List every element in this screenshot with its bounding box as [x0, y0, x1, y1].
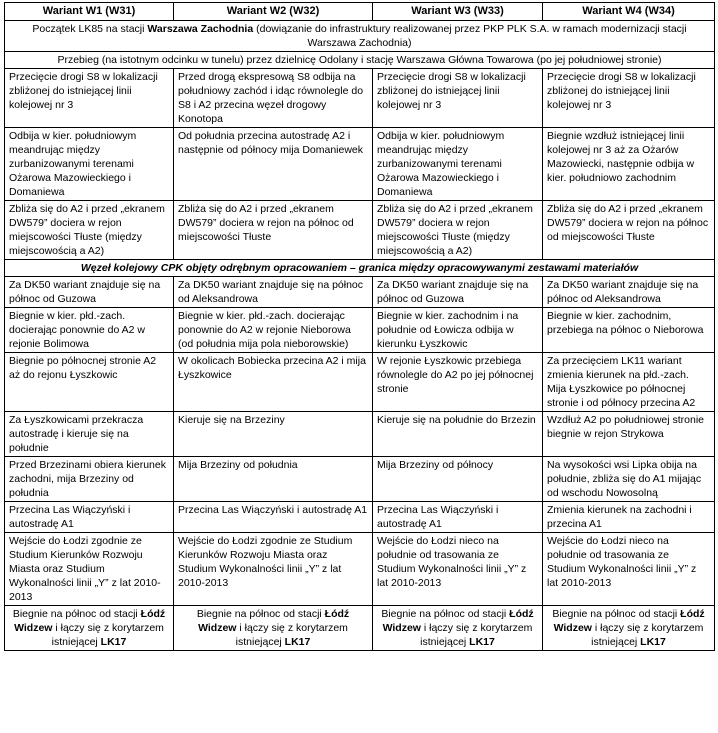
cell-w4: Biegnie wzdłuż istniejącej linii kolejowej nr 3 aż za Ożarów Mazowiecki, następnie odbija w kier. południowo zachodnim	[543, 128, 715, 201]
cell-w3: Zbliża się do A2 i przed „ekranem DW579” dociera w rejon miejscowości Tłuste (między miejscowością a A2)	[373, 201, 543, 260]
end-station: Łódź Widzew	[198, 608, 350, 634]
cell-w3: Biegnie w kier. zachodnim i na południe od Łowicza odbija w kierunku Łyszkowic	[373, 308, 543, 353]
end-station: Łódź Widzew	[382, 608, 534, 634]
cell-w2: Zbliża się do A2 i przed „ekranem DW579” dociera w rejon na północ od miejscowości Tłuste	[174, 201, 373, 260]
end-row	[5, 606, 715, 651]
divider-cell: Węzeł kolejowy CPK objęty odrębnym opracowaniem – granica między opracowywanymi zestawami materiałów	[5, 260, 715, 277]
variants-table	[4, 2, 715, 651]
tunnel-row	[5, 52, 715, 69]
cell-w1: Przecina Las Wiączyński i autostradę A1	[5, 502, 174, 533]
cell-w2: Mija Brzeziny od południa	[174, 457, 373, 502]
cell-w1: Przed Brzezinami obiera kierunek zachodni, mija Brzeziny od południa	[5, 457, 174, 502]
cell-w1: Biegnie po północnej stronie A2 aż do rejonu Łyszkowic	[5, 353, 174, 412]
cell-w3: Przecina Las Wiączyński i autostradę A1	[373, 502, 543, 533]
cell-w3: Odbija w kier. południowym meandrując między zurbanizowanymi terenami Ożarowa Mazowieckiego i Domaniewa	[373, 128, 543, 201]
end-station: Łódź Widzew	[14, 608, 166, 634]
table-row	[5, 502, 715, 533]
table-row	[5, 277, 715, 308]
cell-w3: Mija Brzeziny od północy	[373, 457, 543, 502]
tunnel-cell: Przebieg (na istotnym odcinku w tunelu) przez dzielnicę Odolany i stację Warszawa Główna Towarowa (po jej południowej stronie)	[5, 52, 715, 69]
cell-w4	[543, 606, 715, 651]
end-station: Łódź Widzew	[553, 608, 705, 634]
cell-w4: Przecięcie drogi S8 w lokalizacji zbliżonej do istniejącej linii kolejowej nr 3	[543, 69, 715, 128]
cell-w3: Kieruje się na południe do Brzezin	[373, 412, 543, 457]
end-text-pre: Biegnie na północ od stacji	[552, 608, 681, 620]
cell-w4: Za DK50 wariant znajduje się na północ od Aleksandrowa	[543, 277, 715, 308]
divider-row	[5, 260, 715, 277]
table-row	[5, 201, 715, 260]
cell-w2: Przecina Las Wiączyński i autostradę A1	[174, 502, 373, 533]
end-line: LK17	[284, 636, 311, 648]
end-text-pre: Biegnie na północ od stacji	[12, 608, 141, 620]
end-text-mid: i łączy się z korytarzem istniejącej	[591, 622, 704, 648]
table-row	[5, 457, 715, 502]
cell-w2: Biegnie w kier. płd.-zach. docierając ponownie do A2 w rejonie Nieborowa (od południa mija pola nieborowskie)	[174, 308, 373, 353]
cell-w2	[174, 606, 373, 651]
cell-w3: Przecięcie drogi S8 w lokalizacji zbliżonej do istniejącej linii kolejowej nr 3	[373, 69, 543, 128]
cell-w4: Zmienia kierunek na zachodni i przecina A1	[543, 502, 715, 533]
cell-w1: Wejście do Łodzi zgodnie ze Studium Kierunków Rozwoju Miasta oraz Studium Wykonalności linii „Y” z lat 2010-2013	[5, 533, 174, 606]
cell-w4: Biegnie w kier. zachodnim, przebiega na północ o Nieborowa	[543, 308, 715, 353]
start-text-pre: Początek LK85 na stacji	[32, 23, 148, 35]
cell-w2: Przed drogą ekspresową S8 odbija na południowy zachód i idąc równolegle do S8 i A2 przecina węzeł drogowy Konotopa	[174, 69, 373, 128]
cell-w4: Zbliża się do A2 i przed „ekranem DW579” dociera w rejon na północ od miejscowości Tłuste	[543, 201, 715, 260]
header-row	[5, 3, 715, 21]
header-w4: Wariant W4 (W34)	[543, 3, 715, 21]
cell-w4: Za przecięciem LK11 wariant zmienia kierunek na płd.-zach. Mija Łyszkowice po północnej stronie i od północy przecina A2	[543, 353, 715, 412]
cell-w1: Za Łyszkowicami przekracza autostradę i kieruje się na południe	[5, 412, 174, 457]
end-text-mid: i łączy się z korytarzem istniejącej	[235, 622, 348, 648]
start-station: Warszawa Zachodnia	[147, 23, 254, 35]
cell-w2: Wejście do Łodzi zgodnie ze Studium Kierunków Rozwoju Miasta oraz Studium Wykonalności linii „Y” z lat 2010-2013	[174, 533, 373, 606]
cell-w2: Od południa przecina autostradę A2 i następnie od północy mija Domaniewek	[174, 128, 373, 201]
start-row	[5, 21, 715, 52]
cell-w1: Biegnie w kier. płd.-zach. docierając ponownie do A2 w rejonie Bolimowa	[5, 308, 174, 353]
start-text-post: (dowiązanie do infrastruktury realizowanej przez PKP PLK S.A. w ramach modernizacji stacji Warszawa Zachodnia)	[253, 23, 687, 49]
cell-w4: Wejście do Łodzi nieco na południe od trasowania ze Studium Wykonalności linii „Y” z lat 2010-2013	[543, 533, 715, 606]
header-w3: Wariant W3 (W33)	[373, 3, 543, 21]
cell-w4: Wzdłuż A2 po południowej stronie biegnie w rejon Strykowa	[543, 412, 715, 457]
cell-w3: Wejście do Łodzi nieco na południe od trasowania ze Studium Wykonalności linii „Y” z lat 2010-2013	[373, 533, 543, 606]
cell-w1: Zbliża się do A2 i przed „ekranem DW579” dociera w rejon miejscowości Tłuste (między miejscowością a A2)	[5, 201, 174, 260]
end-line: LK17	[640, 636, 666, 648]
end-text-pre: Biegnie na północ od stacji	[381, 608, 510, 620]
cell-w1: Za DK50 wariant znajduje się na północ od Guzowa	[5, 277, 174, 308]
header-w1: Wariant W1 (W31)	[5, 3, 174, 21]
cell-w2: Kieruje się na Brzeziny	[174, 412, 373, 457]
cell-w2: Za DK50 wariant znajduje się na północ od Aleksandrowa	[174, 277, 373, 308]
cell-w4: Na wysokości wsi Lipka obija na południe, zbliża się do A1 mijając od wschodu Nowosolną	[543, 457, 715, 502]
cell-w3	[373, 606, 543, 651]
cell-w3: W rejonie Łyszkowic przebiega równolegle do A2 po jej północnej stronie	[373, 353, 543, 412]
end-text-pre: Biegnie na północ od stacji	[196, 608, 325, 620]
start-cell	[5, 21, 715, 52]
table-row	[5, 128, 715, 201]
end-line: LK17	[469, 636, 495, 648]
table-row	[5, 533, 715, 606]
table-row	[5, 69, 715, 128]
table-row	[5, 412, 715, 457]
cell-w1: Odbija w kier. południowym meandrując między zurbanizowanymi terenami Ożarowa Mazowieckiego i Domaniewa	[5, 128, 174, 201]
header-w2: Wariant W2 (W32)	[174, 3, 373, 21]
end-line: LK17	[100, 636, 127, 648]
cell-w3: Za DK50 wariant znajduje się na północ od Guzowa	[373, 277, 543, 308]
end-text-mid: i łączy się z korytarzem istniejącej	[51, 622, 164, 648]
end-text-mid: i łączy się z korytarzem istniejącej	[420, 622, 533, 648]
cell-w2: W okolicach Bobiecka przecina A2 i mija Łyszkowice	[174, 353, 373, 412]
cell-w1: Przecięcie drogi S8 w lokalizacji zbliżonej do istniejącej linii kolejowej nr 3	[5, 69, 174, 128]
cell-w1	[5, 606, 174, 651]
table-row	[5, 353, 715, 412]
table-row	[5, 308, 715, 353]
